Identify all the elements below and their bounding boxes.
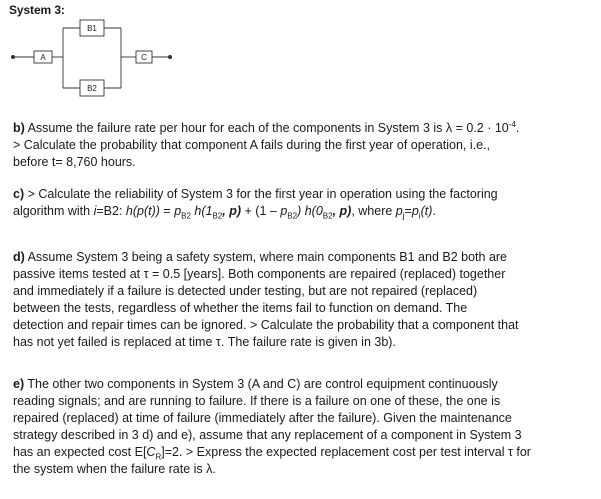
component-c-label: C [141, 53, 147, 62]
question-d [13, 249, 598, 351]
question-c-line-2: algorithm with i=B2: $h(p(t)) = p_{B2}$ $h(1_{B2}$, $p) + (1 - p_{B2})$ $h(0_{B2}$, p), where $p_j=p_i(t)$. [13, 204, 436, 221]
system-title: System 3: [9, 3, 65, 17]
question-b-line-1: b) Assume the failure rate per hour for each of the components in System 3 is $\lambda = 0.2 \cdot 10^{-4}$. [13, 119, 520, 135]
question-d-label: d) [13, 250, 25, 264]
question-e-line-1: e) The other two components in System 3 (A and C) are control equipment continuously [13, 377, 498, 391]
question-d-line-6: has not yet failed is replaced at time τ. The failure rate is given in 3b). [13, 335, 396, 349]
question-d-line-5: detection and repair times can be ignored. > Calculate the probability that a component that [13, 318, 519, 332]
question-b-line-3: before t= 8,760 hours. [13, 155, 136, 169]
lambda-exponent: -4 [508, 119, 516, 129]
question-e [13, 376, 598, 478]
question-b-line-2: > Calculate the probability that component A fails during the first year of operation, i.e., [13, 138, 491, 152]
question-e-line-5: has an expected cost $E[C_R]=2$. > Express the expected replacement cost per test interval τ for [13, 445, 531, 462]
question-c [13, 186, 598, 220]
system-3-block-diagram [0, 0, 601, 110]
question-d-line-1: d) Assume System 3 being a safety system, where main components B1 and B2 both are [13, 250, 508, 264]
question-e-label: e) [13, 377, 25, 391]
component-b2-label: B2 [87, 84, 97, 93]
question-b [13, 120, 598, 171]
question-b-label: b) [13, 121, 25, 135]
question-e-line-2: reading signals; and are running to failure. If there is a failure on one of these, the one is [13, 394, 501, 408]
question-e-line-4: strategy described in 3 d) and e), assume that any replacement of a component in System 3 [13, 428, 522, 442]
question-e-line-6: the system when the failure rate is λ. [13, 462, 216, 476]
input-terminal [11, 55, 15, 59]
output-terminal [168, 55, 172, 59]
question-d-line-3: and immediately if a failure is detected under testing, but are not repaired (replaced) [13, 284, 478, 298]
question-d-line-4: between the tests, regardless of whether the items fail to function on demand. The [13, 301, 468, 315]
question-c-line-1: c) > Calculate the reliability of System 3 for the first year in operation using the factoring [13, 187, 498, 201]
question-d-line-2: passive items tested at τ = 0.5 [years]. Both components are repaired (replaced) together [13, 267, 506, 281]
component-b1-label: B1 [87, 24, 97, 33]
component-a-label: A [40, 53, 46, 62]
question-c-label: c) [13, 187, 25, 201]
question-e-line-3: repaired (replaced) at time of failure (immediately after the failure). Given the maintenance [13, 411, 512, 425]
